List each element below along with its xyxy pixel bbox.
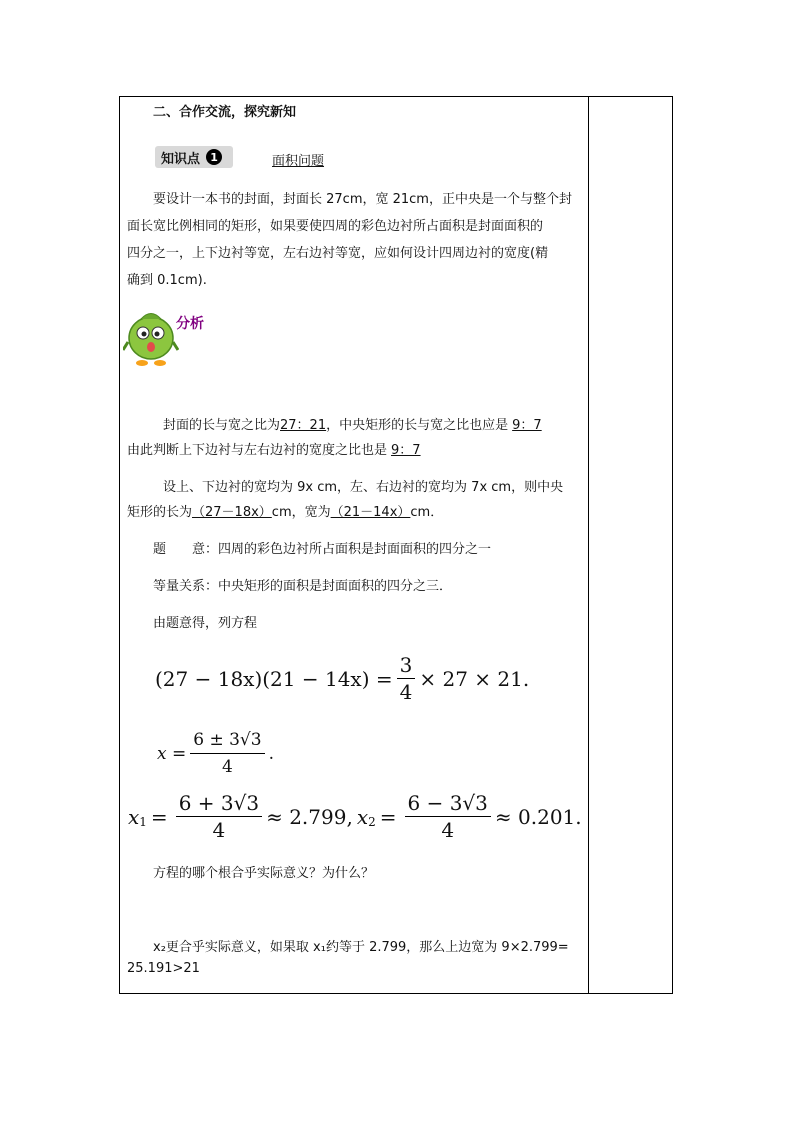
ratio-text: 封面的长与宽之比为 <box>163 418 281 433</box>
knowledge-point-label: 知识点 <box>161 151 201 167</box>
setup-line-2 <box>127 501 443 520</box>
solution-numerator: 6 ± 3√3 <box>190 727 264 754</box>
analysis-label: 分析 <box>176 316 204 332</box>
ratio-line-2 <box>127 439 425 458</box>
equivalence-line: 等量关系：中央矩形的面积是封面面积的四分之三． <box>153 579 453 594</box>
fraction-numerator: 3 <box>397 652 416 679</box>
equation-intro: 由题意得，列方程 <box>153 616 258 631</box>
answer-line-1: x₂更合乎实际意义，如果取 x₁约等于 2.799，那么上边宽为 9×2.799= <box>153 940 569 955</box>
root2-denominator: 4 <box>441 818 455 842</box>
roots-line: x 1 = $\frac{6 + 3√3}{4}$ ≈ 2.799, x 2 = $\frac{6 - 3√3}{4}$ ≈ 0.201. <box>128 791 582 842</box>
question-line: 方程的哪个根合乎实际意义？为什么？ <box>153 866 375 881</box>
problem-line: 确到 0.1cm). <box>127 273 207 288</box>
ratio-value: 9：7 <box>391 443 421 458</box>
ratio-line-1 <box>163 414 546 433</box>
solution-formula: x = $\frac{6 \pm 3√3}{4}$ . <box>157 727 274 780</box>
answer-line-2: 25.191>21 <box>127 961 200 976</box>
ratio-text: 由此判断上下边衬与左右边衬的宽度之比也是 <box>127 443 388 458</box>
column-divider <box>588 96 589 994</box>
root2-value: ≈ 0.201. <box>494 804 582 829</box>
ratio-value: 27：21 <box>280 418 327 433</box>
root2-fraction <box>405 790 491 843</box>
solution-fraction <box>190 727 264 780</box>
fraction-three-quarters <box>397 652 416 705</box>
setup-text: 矩形的长为 <box>127 505 193 520</box>
problem-line: 四分之一，上下边衬等宽，左右边衬等宽，应如何设计四周边衬的宽度(精 <box>127 246 549 261</box>
setup-text: cm，宽为 <box>271 505 331 520</box>
solution-variable: x = <box>157 743 187 764</box>
equation-left: (27 − 18x)(21 − 14x) = <box>155 666 393 691</box>
setup-width: （21－14x） <box>330 505 411 520</box>
equation-right: × 27 × 21. <box>419 666 530 691</box>
root1-fraction <box>176 790 262 843</box>
problem-line: 要设计一本书的封面，封面长 27cm，宽 21cm，正中央是一个与整个封 <box>153 192 572 207</box>
root1-numerator: 6 + 3√3 <box>176 790 262 817</box>
knowledge-point-topic: 面积问题 <box>272 154 325 169</box>
main-equation <box>155 652 529 705</box>
mascot-icon <box>123 306 179 368</box>
meaning-line: 题 意：四周的彩色边衬所占面积是封面面积的四分之一 <box>153 542 492 557</box>
section-title: 二、合作交流，探究新知 <box>153 105 297 120</box>
setup-text: cm． <box>410 505 444 520</box>
ratio-text: ，中央矩形的长与宽之比也应是 <box>326 418 509 433</box>
problem-line: 面长宽比例相同的矩形，如果要使四周的彩色边衬所占面积是封面面积的 <box>127 219 544 234</box>
fraction-denominator: 4 <box>399 680 413 704</box>
knowledge-point-number: 1 <box>206 149 222 165</box>
ratio-value: 9：7 <box>512 418 542 433</box>
root2-numerator: 6 − 3√3 <box>405 790 491 817</box>
problem-text <box>127 186 582 294</box>
knowledge-point-badge <box>155 146 233 168</box>
root1-denominator: 4 <box>212 818 226 842</box>
setup-length: （27－18x） <box>192 505 272 520</box>
root1-value: ≈ 2.799, <box>266 804 353 829</box>
solution-denominator: 4 <box>222 757 233 777</box>
setup-line-1: 设上、下边衬的宽均为 9x cm，左、右边衬的宽均为 7x cm，则中央 <box>163 480 564 495</box>
